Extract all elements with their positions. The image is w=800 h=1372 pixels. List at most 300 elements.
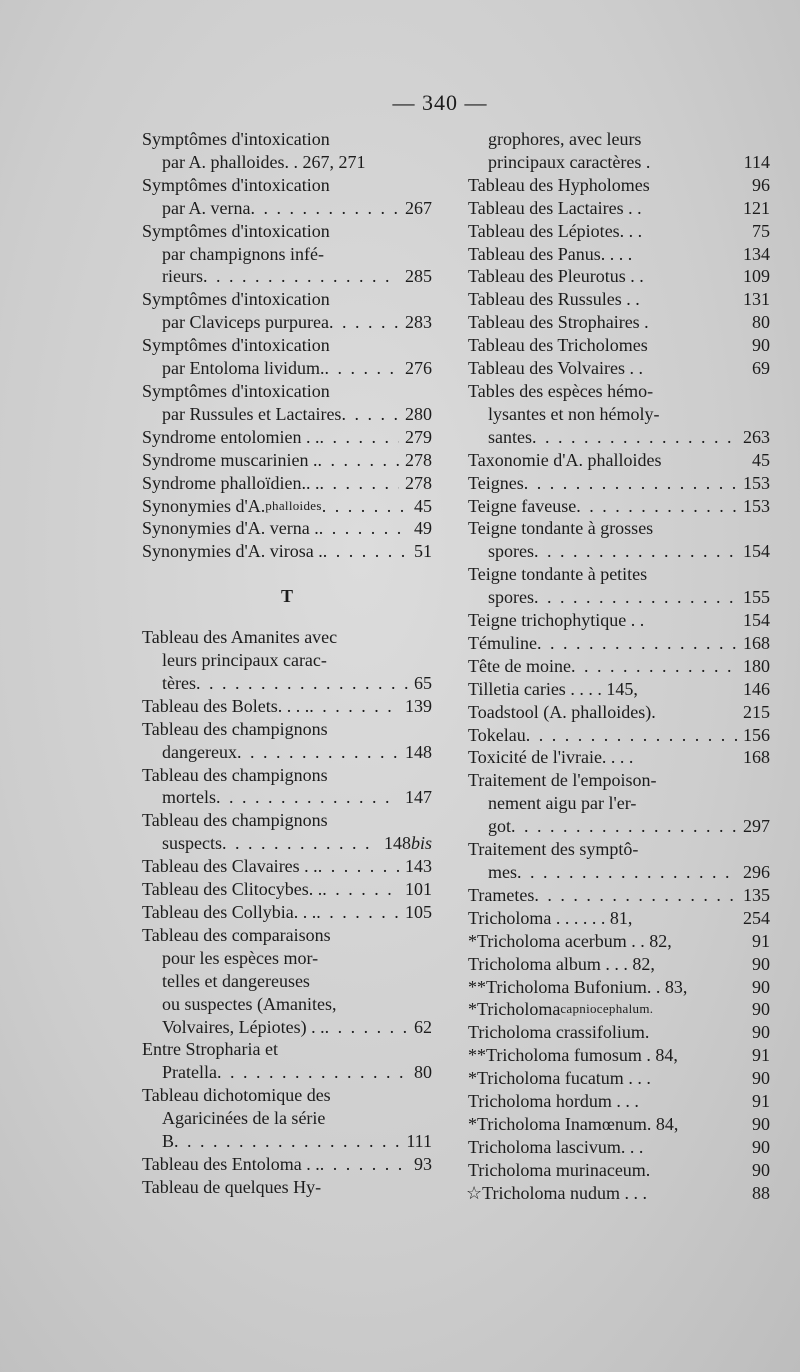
- index-entry: [142, 380, 432, 426]
- entry-text: Tableau des Tricholomes: [468, 335, 648, 356]
- leader-dots: [323, 540, 408, 563]
- leader-dots: [632, 243, 737, 266]
- entry-text: Tableau de quelques Hy-: [142, 1176, 322, 1197]
- entry-text: Traitement des symptô-: [468, 839, 639, 860]
- page-ref: 180: [743, 655, 770, 676]
- entry-text: Trametes: [468, 884, 535, 905]
- leader-dots: [678, 1044, 746, 1067]
- leader-dots: [319, 426, 399, 449]
- page-ref: 90: [752, 1159, 770, 1180]
- index-entry: [142, 924, 432, 1039]
- entry-text: Tableau dichotomique des: [142, 1085, 331, 1106]
- entry-text: Tables des espèces hémo-: [468, 380, 654, 401]
- page-ref: 168: [743, 632, 770, 653]
- entry-text: par Claviceps purpurea: [162, 312, 329, 333]
- entry-text: **Tricholoma Bufonium. . 83,: [468, 976, 688, 997]
- leader-dots: [648, 334, 746, 357]
- entry-line: [142, 403, 432, 426]
- index-entry: [466, 1182, 770, 1205]
- index-entry: [468, 517, 770, 540]
- entry-line: [142, 1130, 432, 1153]
- leader-dots: [324, 357, 399, 380]
- entry-line: [142, 1176, 432, 1199]
- page-ref: 139: [405, 695, 432, 716]
- entry-text-small-caps: phalloides: [265, 497, 322, 513]
- page-ref: 148: [383, 833, 411, 854]
- entry-line: [142, 809, 432, 832]
- page-ref: 297: [743, 816, 770, 837]
- index-entry: [468, 288, 770, 311]
- page-ref: 90: [752, 953, 770, 974]
- entry-line: [142, 151, 432, 174]
- entry-text: telles et dangereuses: [162, 970, 310, 991]
- entry-line: [142, 832, 432, 855]
- entry-line: [142, 1038, 432, 1061]
- leader-dots: [650, 174, 746, 197]
- entry-line: [142, 174, 432, 197]
- entry-line: [142, 695, 432, 718]
- entry-text: Tableau des Clavaires . .: [142, 856, 318, 877]
- index-entry: [468, 128, 770, 151]
- index-entry: [142, 426, 432, 449]
- entry-line: [142, 855, 432, 878]
- page-ref: 276: [405, 358, 432, 379]
- leader-dots: [174, 1130, 400, 1153]
- leader-dots: [650, 1159, 746, 1182]
- leader-dots: [322, 878, 399, 901]
- index-entry: [142, 540, 432, 563]
- entry-line: [142, 993, 432, 1016]
- entry-line: [142, 924, 432, 947]
- index-entry: [468, 174, 770, 197]
- entry-text: got: [488, 816, 512, 837]
- page-ref: 90: [752, 1113, 770, 1134]
- index-entry: [468, 861, 770, 884]
- entry-text: Teigne tondante à grosses: [468, 518, 654, 539]
- page-ref: 134: [743, 243, 770, 264]
- page-ref: 131: [743, 289, 770, 310]
- entry-text: Tête de moine: [468, 655, 571, 676]
- entry-line: [142, 472, 432, 495]
- leader-dots: [524, 472, 737, 495]
- entry-text: par Entoloma lividum.: [162, 358, 325, 379]
- entry-text: par champignons infé-: [162, 243, 324, 264]
- page-ref: 143: [405, 856, 432, 877]
- entry-text: Tableau des Bolets. . . .: [142, 695, 310, 716]
- page-ref: 263: [743, 426, 770, 447]
- entry-text: mes: [488, 862, 517, 882]
- entry-text: Tableau des Panus. . . .: [468, 243, 633, 264]
- entry-line: [142, 947, 432, 970]
- entry-text: Tableau des Clitocybes. .: [142, 879, 323, 900]
- entry-text: Synonymies d'A. verna .: [142, 518, 319, 539]
- index-entry: [468, 334, 770, 357]
- page-ref: 90: [752, 976, 770, 997]
- page-ref: 91: [752, 1091, 770, 1112]
- leader-dots: [642, 197, 737, 220]
- index-column-right: [468, 128, 770, 1205]
- entry-text: Tricholoma crassifolium.: [468, 1022, 650, 1043]
- entry-line: [142, 1016, 432, 1039]
- leader-dots: [672, 930, 746, 953]
- entry-text: Symptômes d'intoxication: [142, 335, 330, 356]
- page-ref: 154: [743, 610, 770, 631]
- entry-text: Teigne tondante à petites: [468, 564, 648, 585]
- entry-text: lysantes et non hémoly-: [488, 403, 660, 424]
- index-entry: [142, 1038, 432, 1084]
- entry-line: [142, 1107, 432, 1130]
- entry-line: [142, 878, 432, 901]
- entry-line: [142, 1084, 432, 1107]
- entry-text: B: [162, 1131, 175, 1152]
- entry-text: spores: [488, 587, 534, 608]
- entry-text: Agaricinées de la série: [162, 1108, 326, 1129]
- entry-text: Tableau des Lactaires . .: [468, 197, 642, 218]
- page-ref: 45: [414, 495, 432, 516]
- leader-dots: [576, 495, 737, 518]
- entry-text: Tricholoma . . . . . . 81,: [468, 907, 633, 928]
- leader-dots: [222, 832, 378, 855]
- leader-dots: [319, 472, 399, 495]
- page-ref: 296: [743, 862, 770, 882]
- leader-dots: [532, 426, 737, 449]
- entry-text: Tableau des champignons: [142, 764, 328, 785]
- leader-dots: [571, 655, 737, 678]
- index-entry: [468, 769, 770, 792]
- index-entry: [142, 695, 432, 718]
- index-entry: [468, 380, 770, 403]
- index-entry: [468, 151, 770, 174]
- index-entry: [468, 220, 770, 243]
- index-column-left: [142, 128, 432, 1199]
- entry-text: Syndrome muscarinien .: [142, 449, 318, 470]
- entry-line: [142, 449, 432, 472]
- entry-text: Symptômes d'intoxication: [142, 289, 330, 310]
- entry-text: **Tricholoma fumosum . 84,: [468, 1045, 678, 1066]
- entry-line: [142, 426, 432, 449]
- page-ref: 75: [752, 220, 770, 241]
- entry-text: Syndrome entolomien . .: [142, 426, 320, 447]
- leader-dots: [644, 265, 737, 288]
- entry-line: [142, 672, 432, 695]
- leader-dots: [237, 741, 399, 764]
- entry-text: Traitement de l'empoison-: [468, 770, 657, 791]
- leader-dots: [322, 495, 408, 518]
- index-entry: [468, 632, 770, 655]
- index-entry: [468, 701, 770, 724]
- page-ref: 90: [752, 999, 770, 1020]
- page-ref: 155: [743, 587, 770, 608]
- page-ref: 96: [752, 174, 770, 195]
- leader-dots: [216, 786, 399, 809]
- entry-line: [142, 128, 432, 151]
- index-entry: [142, 174, 432, 220]
- entry-line: [142, 517, 432, 540]
- index-entry: [468, 472, 770, 495]
- index-entry: [468, 449, 770, 472]
- index-entry: [468, 976, 770, 999]
- leader-dots: [319, 517, 408, 540]
- entry-text: Symptômes d'intoxication: [142, 129, 330, 149]
- leader-dots: [325, 1016, 408, 1039]
- page-ref: 168: [743, 747, 770, 768]
- index-entry: [142, 1084, 432, 1153]
- index-entry: [468, 1067, 770, 1090]
- page-number: — 340 —: [392, 90, 488, 115]
- page-ref: 279: [405, 426, 432, 447]
- index-entry: [142, 334, 432, 380]
- index-entry: [468, 1044, 770, 1067]
- leader-dots: [687, 976, 746, 999]
- entry-text: Teigne trichophytique . .: [468, 610, 645, 631]
- index-entry: [142, 809, 432, 855]
- entry-text: Symptômes d'intoxication: [142, 174, 330, 195]
- entry-text: *Tricholoma fucatum . . .: [468, 1068, 651, 1089]
- leader-dots: [632, 907, 737, 930]
- leader-dots: [643, 1136, 746, 1159]
- page-ref: 101: [405, 879, 432, 900]
- entry-line: [142, 311, 432, 334]
- index-entry: [468, 746, 770, 769]
- index-entry: [468, 1159, 770, 1182]
- index-entry: [468, 1021, 770, 1044]
- entry-text: Tableau des Volvaires . .: [468, 358, 644, 379]
- entry-text: Tableau des Entoloma . .: [142, 1153, 320, 1174]
- entry-text: Volvaires, Lépiotes) . .: [162, 1016, 325, 1037]
- index-entry: [468, 243, 770, 266]
- index-entry: [468, 609, 770, 632]
- entry-text: Taxonomie d'A. phalloides: [468, 449, 662, 470]
- page-ref: 278: [405, 472, 432, 493]
- index-entry: [142, 855, 432, 878]
- leader-dots: [640, 288, 737, 311]
- index-entry: [142, 878, 432, 901]
- entry-text: Tableau des champignons: [142, 718, 328, 739]
- page-ref: 80: [752, 312, 770, 333]
- entry-line: [142, 265, 432, 288]
- entry-text: Tokelau: [468, 724, 526, 745]
- leader-dots: [661, 449, 746, 472]
- page-ref: 109: [743, 266, 770, 287]
- index-entry: [142, 764, 432, 810]
- page-ref: 51: [414, 541, 432, 562]
- leader-dots: [203, 265, 399, 288]
- entry-text: Tableau des comparaisons: [142, 924, 331, 945]
- page-ref: 153: [743, 472, 770, 493]
- page-ref: 111: [406, 1131, 432, 1152]
- index-entry: [468, 815, 770, 838]
- entry-text: Tricholoma lascivum. . .: [468, 1136, 644, 1157]
- entry-text: mortels: [162, 787, 216, 808]
- leader-dots: [526, 724, 737, 747]
- entry-text: *Tricholoma acerbum . . 82,: [468, 930, 672, 951]
- leader-dots: [644, 609, 737, 632]
- leader-dots: [643, 357, 746, 380]
- index-entry: [142, 517, 432, 540]
- page-ref: 105: [405, 902, 432, 922]
- entry-text: *Tricholoma: [468, 999, 561, 1020]
- entry-line: [142, 764, 432, 787]
- entry-text: principaux caractères .: [488, 151, 651, 172]
- entry-text: par A. phalloides. . 267, 271: [162, 151, 366, 172]
- page-ref: 215: [743, 701, 770, 722]
- page-ref: 80: [414, 1062, 432, 1083]
- leader-dots: [655, 953, 746, 976]
- page-ref: 278: [405, 449, 432, 470]
- leader-dots: [217, 1061, 408, 1084]
- index-entry: [468, 930, 770, 953]
- index-entry: [468, 197, 770, 220]
- entry-text: grophores, avec leurs: [488, 129, 642, 149]
- leader-dots: [196, 672, 408, 695]
- page-ref: 91: [752, 930, 770, 951]
- index-entry: [468, 265, 770, 288]
- index-entry: [142, 128, 432, 174]
- entry-text: Pratella: [162, 1062, 217, 1083]
- entry-text: Symptômes d'intoxication: [142, 380, 330, 401]
- page-ref: 153: [743, 495, 770, 516]
- leader-dots: [642, 220, 746, 243]
- entry-text: Tableau des Lépiotes. . .: [468, 220, 643, 241]
- page-ref: 147: [405, 787, 432, 808]
- entry-text: Synonymies d'A.: [142, 495, 266, 516]
- leader-dots: [320, 1153, 408, 1176]
- entry-line: [142, 970, 432, 993]
- page-ref: 65: [414, 672, 432, 693]
- entry-line: [142, 649, 432, 672]
- entry-text: Tableau des champignons: [142, 810, 328, 831]
- page-ref: 121: [743, 197, 770, 218]
- entry-text: Entre Stropharia et: [142, 1039, 278, 1060]
- page-ref: 90: [752, 335, 770, 356]
- index-entry: [142, 1176, 432, 1199]
- index-entry: [468, 792, 770, 815]
- entry-line: [142, 197, 432, 220]
- entry-text: par Russules et Lactaires: [162, 403, 342, 424]
- leader-dots: [653, 998, 746, 1021]
- leader-dots: [534, 586, 737, 609]
- entry-text: Tricholoma album . . . 82,: [468, 953, 655, 974]
- entry-text: Tricholoma hordum . . .: [468, 1091, 639, 1112]
- index-entry: [468, 563, 770, 586]
- page-ref: 90: [752, 1136, 770, 1157]
- leader-dots: [651, 1067, 746, 1090]
- entry-text: nement aigu par l'er-: [488, 793, 637, 814]
- page-ref: 135: [743, 884, 770, 905]
- entry-line: [142, 288, 432, 311]
- entry-line: [142, 1061, 432, 1084]
- index-entry: [142, 718, 432, 764]
- index-entry: [142, 495, 432, 518]
- index-entry: [142, 220, 432, 289]
- index-entry: [142, 472, 432, 495]
- index-entry: [468, 998, 770, 1021]
- entry-text: Tilletia caries . . . . 145,: [468, 678, 638, 699]
- page-ref: 88: [752, 1182, 770, 1203]
- section-letter: T: [280, 586, 293, 607]
- entry-text: dangereux: [162, 741, 237, 762]
- leader-dots: [329, 311, 399, 334]
- index-entry: [468, 1136, 770, 1159]
- entry-line: [142, 540, 432, 563]
- entry-text: Syndrome phalloïdien.. .: [142, 472, 320, 493]
- page-ref: 254: [743, 907, 770, 928]
- entry-text: rieurs: [162, 266, 203, 287]
- entry-line: [142, 334, 432, 357]
- entry-text: Tableau des Hypholomes: [468, 174, 650, 195]
- index-entry: [468, 655, 770, 678]
- page-ref: 90: [752, 1068, 770, 1089]
- leader-dots: [309, 695, 399, 718]
- page-ref: 146: [743, 678, 770, 699]
- index-entry: [468, 426, 770, 449]
- entry-text: Toxicité de l'ivraie. . . .: [468, 747, 634, 768]
- entry-text: ou suspectes (Amanites,: [162, 993, 337, 1014]
- index-entry: [468, 357, 770, 380]
- entry-line: [142, 741, 432, 764]
- entry-line: [142, 357, 432, 380]
- leader-dots: [316, 901, 399, 924]
- leader-dots: [647, 1182, 746, 1205]
- page-ref: 49: [414, 518, 432, 539]
- index-entry: [142, 901, 432, 924]
- entry-line: [142, 718, 432, 741]
- index-entry: [468, 540, 770, 563]
- entry-text: spores: [488, 541, 534, 562]
- index-entry: [468, 311, 770, 334]
- page-ref: 156: [743, 724, 770, 745]
- entry-text: Tableau des Strophaires .: [468, 312, 649, 333]
- page-ref: 148: [405, 741, 432, 762]
- page-ref: 90: [752, 1022, 770, 1043]
- entry-line: [142, 243, 432, 266]
- entry-text: Tableau des Collybia. . .: [142, 902, 317, 922]
- index-entry: [468, 1113, 770, 1136]
- index-entry: [468, 838, 770, 861]
- entry-text: Toadstool (A. phalloides).: [468, 701, 656, 722]
- entry-text: ☆Tricholoma nudum . . .: [466, 1182, 647, 1203]
- leader-dots: [639, 1090, 746, 1113]
- entry-text: par A. verna: [162, 197, 251, 218]
- index-entry: [468, 495, 770, 518]
- entry-text: tères: [162, 672, 196, 693]
- page-ref: 62: [414, 1016, 432, 1037]
- index-entry: [142, 1153, 432, 1176]
- entry-line: [142, 495, 432, 518]
- entry-text: pour les espèces mor-: [162, 947, 319, 968]
- index-entry: [468, 403, 770, 426]
- entry-line: [142, 626, 432, 649]
- leader-dots: [534, 884, 737, 907]
- entry-text: Tricholoma murinaceum.: [468, 1159, 651, 1180]
- entry-text: Teignes: [468, 472, 524, 493]
- entry-text: Tableau des Russules . .: [468, 289, 640, 310]
- page-ref: 283: [405, 312, 432, 333]
- index-entry: [468, 724, 770, 747]
- page-ref: 280: [405, 403, 432, 424]
- entry-text: Synonymies d'A. virosa .: [142, 541, 323, 562]
- index-entry: [468, 907, 770, 930]
- entry-text: leurs principaux carac-: [162, 650, 327, 671]
- leader-dots: [534, 540, 737, 563]
- leader-dots: [638, 678, 737, 701]
- page-ref: 285: [405, 266, 432, 287]
- page-ref: 154: [743, 541, 770, 562]
- leader-dots: [318, 855, 399, 878]
- entry-line: [142, 220, 432, 243]
- leader-dots: [250, 197, 399, 220]
- entry-text: suspects: [162, 833, 222, 854]
